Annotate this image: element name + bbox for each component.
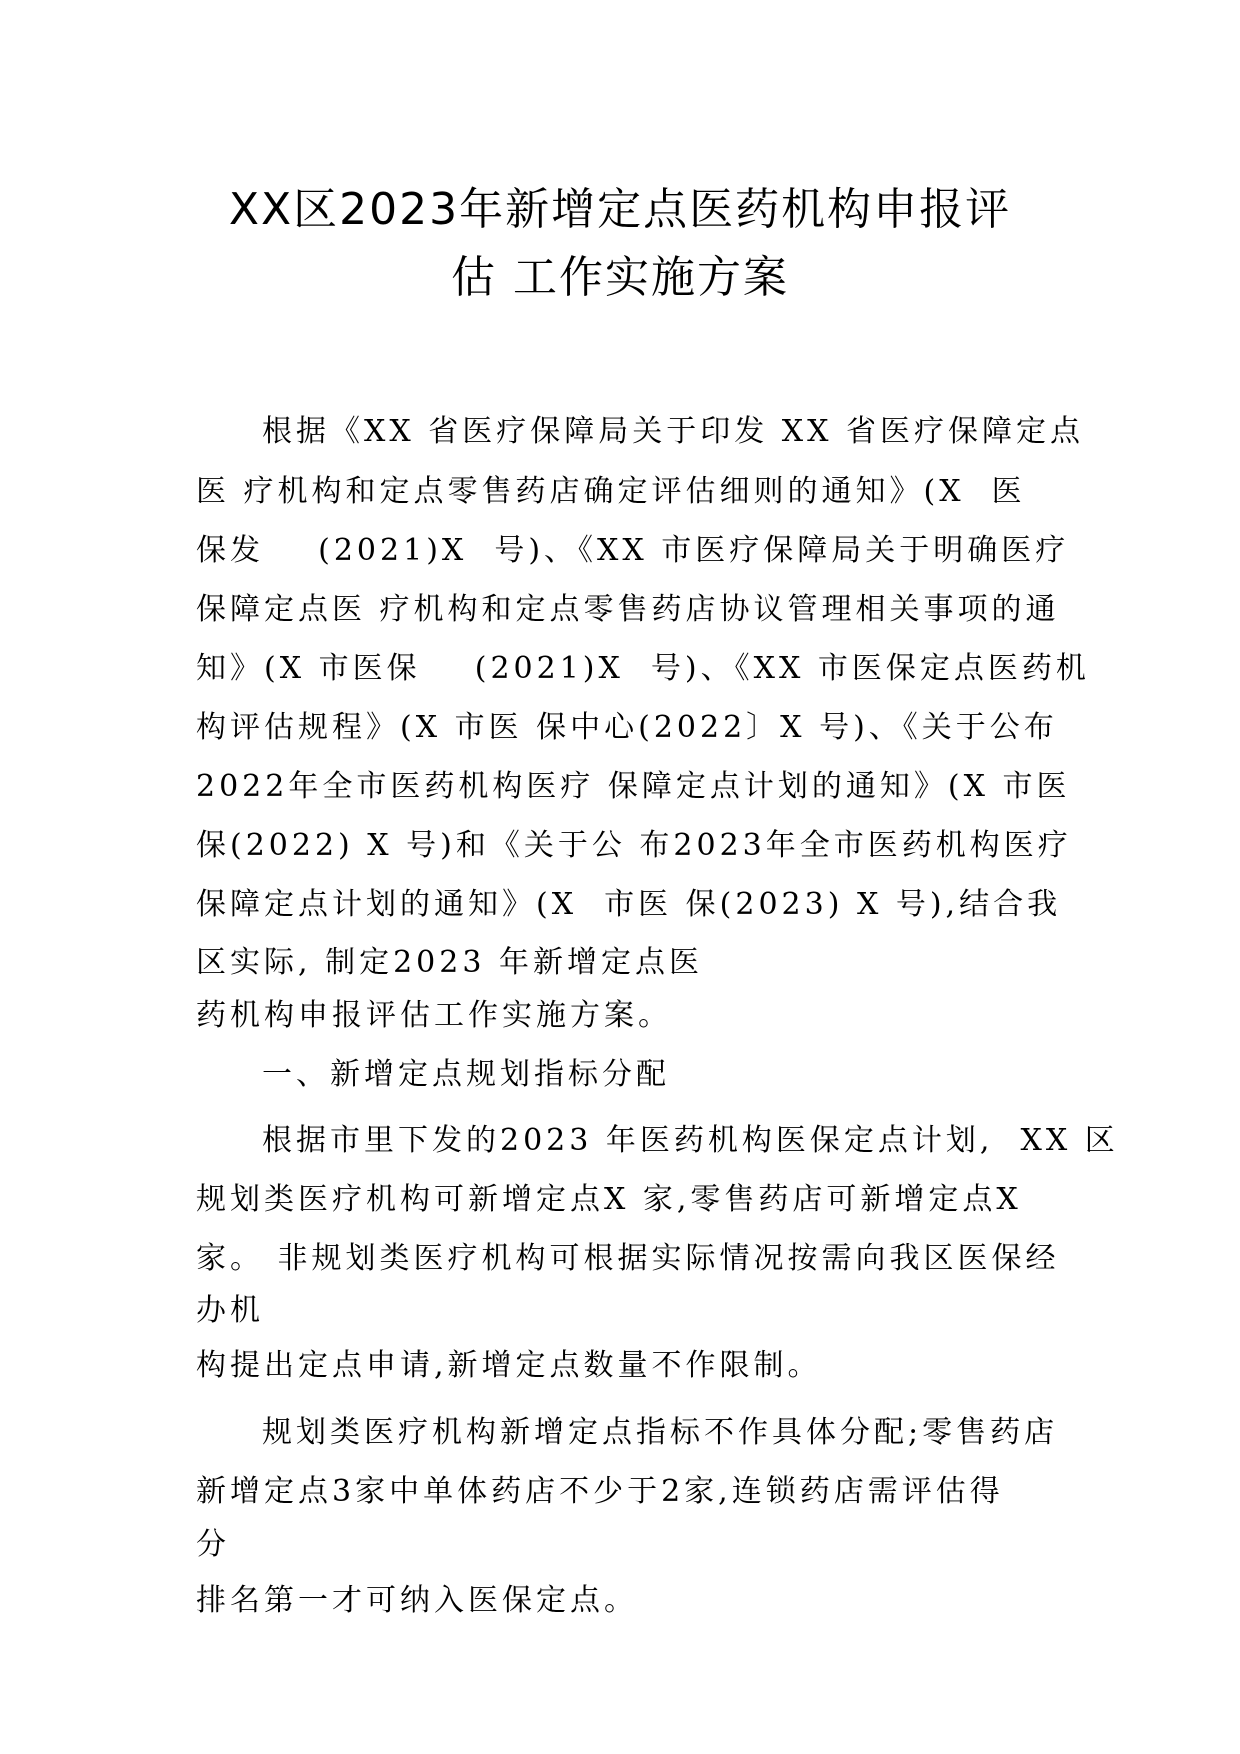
body-line: 根据市里下发的2023 年医药机构医保定点计划, XX 区: [262, 1123, 1119, 1158]
body-line: 分: [196, 1527, 230, 1562]
body-line: 知》(X 市医保 (2021)X 号)、《XX 市医保定点医药机: [196, 651, 1090, 686]
body-line: 保(2022) X 号)和《关于公 布2023年全市医药机构医疗: [196, 828, 1072, 863]
body-line: 保障定点计划的通知》(X 市医 保(2023) X 号),结合我: [196, 887, 1062, 922]
body-line: 保障定点医 疗机构和定点零售药店协议管理相关事项的通: [196, 592, 1060, 627]
document-title-line-1: XX区2023年新增定点医药机构申报评: [228, 184, 1012, 235]
body-line: 家。 非规划类医疗机构可根据实际情况按需向我区医保经: [196, 1241, 1060, 1276]
body-line: 办机: [196, 1293, 264, 1328]
body-line: 规划类医疗机构可新增定点X 家,零售药店可新增定点X: [196, 1182, 1022, 1217]
body-line: 药机构申报评估工作实施方案。: [196, 998, 672, 1033]
body-line: 新增定点3家中单体药店不少于2家,连锁药店需评估得: [196, 1474, 1004, 1509]
body-line: 医 疗机构和定点零售药店确定评估细则的通知》(X 医: [196, 474, 1026, 509]
section-heading-1: 一、新增定点规划指标分配: [262, 1057, 670, 1092]
body-line: 构评估规程》(X 市医 保中心(2022〕X 号)、《关于公布: [196, 710, 1058, 745]
body-line: 规划类医疗机构新增定点指标不作具体分配;零售药店: [262, 1415, 1059, 1450]
body-line: 区实际, 制定2023 年新增定点医: [196, 945, 703, 980]
body-line: 排名第一才可纳入医保定点。: [196, 1583, 638, 1618]
body-line: 根据《XX 省医疗保障局关于印发 XX 省医疗保障定点: [262, 414, 1085, 449]
body-line: 构提出定点申请,新增定点数量不作限制。: [196, 1348, 822, 1383]
body-line: 2022年全市医药机构医疗 保障定点计划的通知》(X 市医: [196, 769, 1071, 804]
document-title-line-2: 估 工作实施方案: [451, 252, 789, 303]
body-line: 保发 (2021)X 号)、《XX 市医疗保障局关于明确医疗: [196, 533, 1070, 568]
